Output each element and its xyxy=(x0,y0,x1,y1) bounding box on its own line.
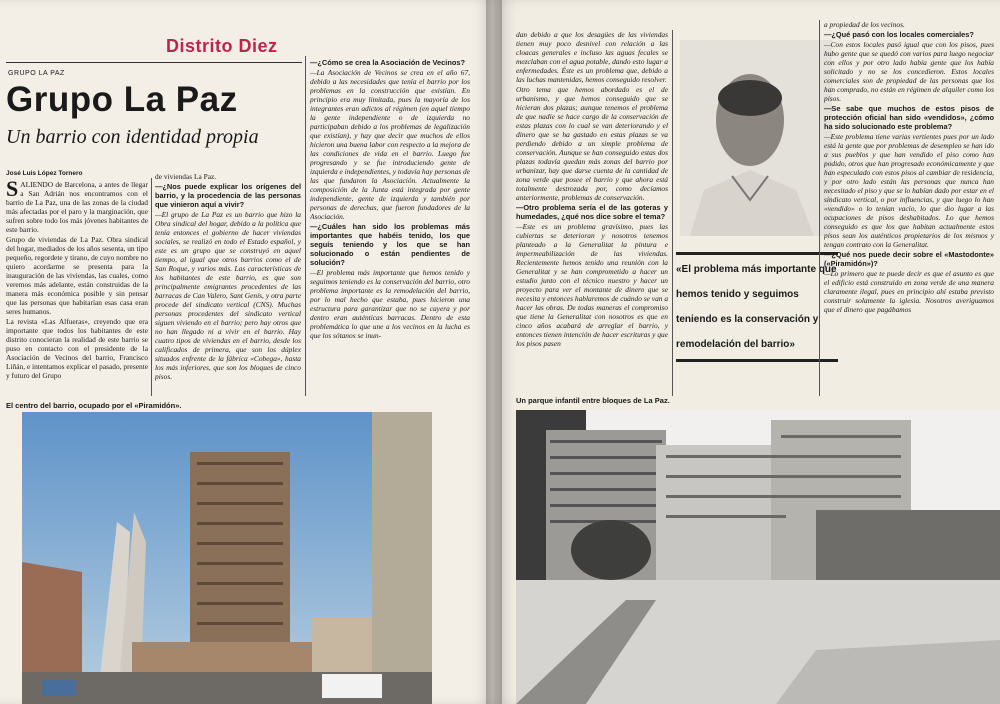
interview-question: —¿Qué pasó con los locales comerciales? xyxy=(824,30,974,39)
column-rule xyxy=(819,20,820,396)
interview-answer: —El grupo de La Paz es un barrio que hizo la Obra sindical del hogar, debido a la política que tenía entonces el gobierno de hacer viviendas sociales, se realizó en todo el Estado español, y este es un grupo que se construyó en aquel tiempo, al igual que otros barrios como el de San Roque, y varios más. Las características de los habitantes de este barrio, es que son principalmente emigrantes procedentes de las barracas de Can Valero, Sant Genís, y otra parte procede del sindicato vertical (CNS). Muchas personas procedentes del sindicato vertical siguen viviendo en el barrio; pero hay otros que no han llegado ni a vivir en el barrio. Hay cuatro tipos de viviendas en el barrio, desde los calificados de primera, que son los dúplex situados enfrente de la fábrica «Cobega», hasta los más inferiores, que son los bloques de cinco pisos. xyxy=(155,210,301,381)
interview-question: —¿Qué nos puede decir sobre el «Mastodonte» («Piramidón»)? xyxy=(824,250,994,268)
interview-question: —Otro problema sería el de las goteras y humedades, ¿qué nos dice sobre el tema? xyxy=(516,203,668,221)
paragraph: ALIENDO de Barcelona, a antes de llegar a San Adrián nos encontramos con el barrio de La Paz, una de las zonas de la ciudad más afectadas por el paro y la marginación, que sufren sobre todo los más jóvenes habitantes de este barrio. xyxy=(6,180,148,234)
title-rule xyxy=(6,62,302,63)
page-gutter xyxy=(486,0,502,704)
subheadline: Un barrio con identidad propia xyxy=(6,126,259,148)
interview-answer: —La Asociación de Vecinos se crea en el año 67, debido a las necesidades que tenía el barrio por los problemas en la construcción que existían. En principio era muy limitada, pues la mayoría de los integrantes eran adictos al régimen (en aquel tiempo la gente independiente o de izquierda no participaban debido a los problemas de legalización que existían), y hay que decir que muchos de ellos hicieron una buena labor con respecto a la mejora de las condiciones de vida en el barrio. Luego fue progresando y se fue introduciendo gente de izquierda e independientes, y todavía hay personas de las que fundaron la Asociación. Actualmente la composición de la Junta está integrada por gente independiente, gente de izquierda y también por personas de derechas, que fueron fundadores de la Asociación. xyxy=(310,68,470,221)
interview-answer: a propiedad de los vecinos. xyxy=(824,20,905,29)
photo-playground xyxy=(516,410,1000,704)
left-column-3 xyxy=(310,58,470,396)
right-page xyxy=(494,0,1000,704)
column-rule xyxy=(305,56,306,396)
left-column-1 xyxy=(6,180,148,396)
interview-answer: Otro tema que hemos abordado es el de urbanismo, y que hemos conseguido que se hicieran dos plazas; aunque tenemos el problema de que nadie se hace cargo de la conservación de estas plazas con lo cual se van deteriorando y el dinero que se ha gastado en estas plazas se va perdiendo debido a un simple problema de conservación. Aunque se han conseguido estas dos plazas todavía quedan más zonas del barrio por urbanizar, hay que darse cuenta de la cantidad de zona verde que posee el barrio y que ahora está totalmente destrozada por, como decíamos anteriormente, problemas de conservación. xyxy=(516,85,668,202)
paragraph: La revista «Las Alfueras», creyendo que era importante que todos los habitantes de este distrito conocieran la realidad de este barrio se puso en contacto con el presidente de la Asociación de Vecinos del barrio, Francisco Liñán, e intentamos explicar el pasado, presente y futuro del Grupo xyxy=(6,317,148,380)
interview-question: —¿Nos puede explicar los orígenes del barrio, y la procedencia de las personas que vinieron aquí a vivir? xyxy=(155,182,301,209)
byline: José Luis López Tornero xyxy=(6,170,83,177)
column-rule xyxy=(672,30,673,396)
right-column-1 xyxy=(516,30,668,396)
interview-question: —Se sabe que muchos de estos pisos de protección oficial han sido «vendidos», ¿cómo ha sido solucionado este problema? xyxy=(824,104,994,131)
pull-quote: «El problema más importante que hemos tenido y seguimos teniendo es la conservación y remodelación del barrio» xyxy=(676,252,838,362)
headline: Grupo La Paz xyxy=(6,80,238,119)
interview-answer: —Con estos locales pasó igual que con los pisos, pues hubo gente que se quedó con varios para luego negociar con ellos y por otro lado había gente que los había solicitado y no se los concedieron. Estos locales comerciales son de propiedad de las personas que los han comprado, no están en régimen de alquiler como los pisos. xyxy=(824,40,994,103)
kicker: GRUPO LA PAZ xyxy=(8,70,65,77)
section-title: Distrito Diez xyxy=(166,36,278,56)
interview-answer: dan debido a que los desagües de las viviendas tienen muy poco desnivel con relación a las cloacas generales e incluso las aguas fecales se mezclaban con el agua potable, dando esto lugar a enfermedades. Éste es un problema que, debido a las luchas mantenidas, hemos conseguido resolver. xyxy=(516,30,668,84)
right-column-3 xyxy=(824,20,994,396)
portrait-photo xyxy=(680,40,832,236)
column-rule xyxy=(151,178,152,396)
drop-cap: S xyxy=(6,180,19,201)
interview-answer: —El problema más importante que hemos tenido y seguimos teniendo es la conservación del barrio, otro problema importante es la remodelación del barrio, por lo mal hecho que estaba, pues hicieron una estructura para garantizar que no se cayera y por dentro eran auténticas barracas. Dentro de esta problemática lo que une a los vecinos en la lucha es que los sótanos se inun- xyxy=(310,268,470,340)
left-column-2 xyxy=(155,172,301,396)
paragraph: de viviendas La Paz. xyxy=(155,172,217,181)
photo-caption: Un parque infantil entre bloques de La Paz. xyxy=(516,396,670,405)
interview-answer: —Este es un problema gravísimo, pues las cubiertas se deterioran y nosotros tenemos planteado a la Generalitat la pintura e impermeabilización de las viviendas. Recientemente hemos tenido una reunión con la Generalitat y se han comprometido a hacer un estudio junto con el técnico nuestro y hacer un proyecto para ver el montante de dinero que se necesita y entonces hablaremos de cuándo se van a hacer las obras. De todas maneras el compromiso que tiene la Generalitat con nosotros es que en cinco años acabará de arreglar el barrio, y entonces tienen intención de hacer escrituras y que los pisos pasen xyxy=(516,222,668,348)
photo-piramidon xyxy=(22,412,432,704)
left-page xyxy=(0,0,494,704)
interview-answer: —Lo primero que te puede decir es que el asunto es que el edificio está construido en zona verde de una manera claramente ilegal, pues en principio ahí estaba previsto construir solamente la iglesia. Nosotros averiguamos que el dinero que pagábamos xyxy=(824,269,994,314)
interview-question: —¿Cuáles han sido los problemas más importantes que habéis tenido, los que seguís teniendo y los que se han solucionado o están pendientes de solución? xyxy=(310,222,470,267)
paragraph: Grupo de viviendas de La Paz. Obra sindical del hogar, mediados de los años sesenta, un tipo pequeño, regordete y tirano, de cuyo nombre no quiero acordarme se presenta para la inauguración de las viviendas, las cuales, como veremos más adelante, están construidas de la manera más económica posible y sin pensar que las personas que habitarían esas casa eran seres humanos. xyxy=(6,235,148,316)
interview-answer: —Este problema tiene varias vertientes pues por un lado está la gente que por problemas de desempleo se han ido a sus pueblos y que han vendido el piso como han podido, otros que han progresado económicamente y que han especulado con estos pisos al cambiar de residencia, y por otro lado están las personas que nunca han necesitado el piso y que se lo habían dado por estar en el sindicato vertical, o por influencias, y que luego lo han «vendido» o lo tenían vacío, lo que dio lugar a las ocupaciones de pisos deshabitados. Lo que hemos conseguido es que los que habitan actualmente estos pisos sean los auténticos propietarios de los mismos y tengan contrato con la Generalitat. xyxy=(824,132,994,249)
photo-caption: El centro del barrio, ocupado por el «Piramidón». xyxy=(6,401,182,410)
interview-question: —¿Cómo se crea la Asociación de Vecinos? xyxy=(310,58,465,67)
